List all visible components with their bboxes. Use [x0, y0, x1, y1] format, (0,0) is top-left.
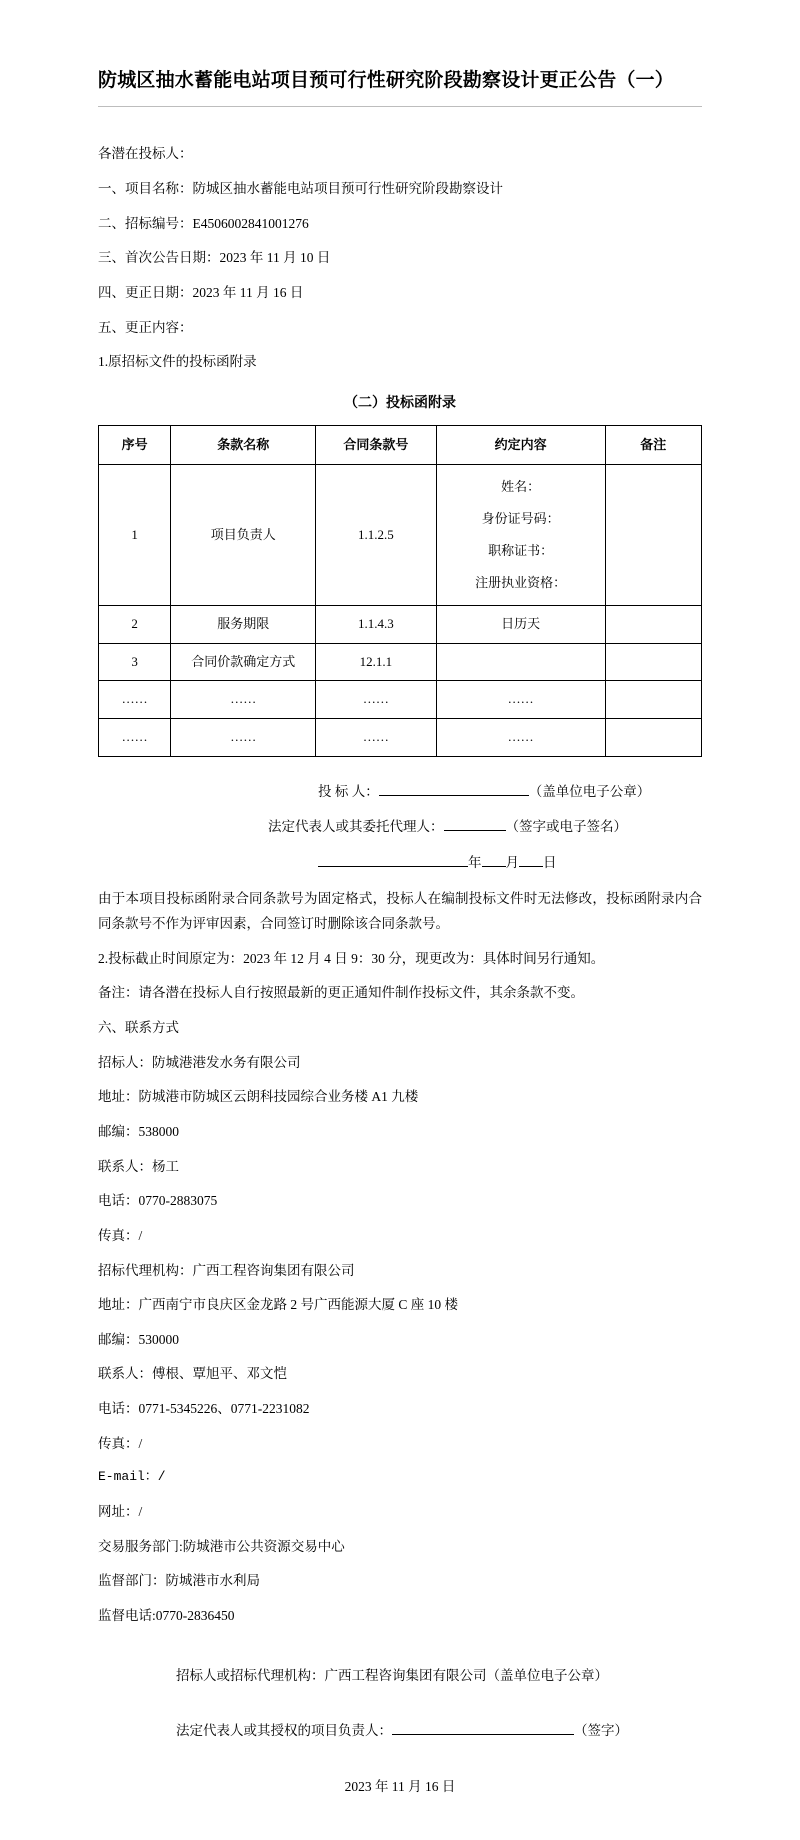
cell-clause-number: 1.1.2.5 [316, 465, 437, 605]
signature-date-line [248, 850, 702, 876]
date-month-label: 月 [505, 854, 519, 870]
notice-item-correction-content: 五、更正内容： [98, 319, 193, 335]
contact-heading: 六、联系方式 [98, 1020, 179, 1036]
remark-paragraph: 备注：请各潜在投标人自行按照最新的更正通知件制作投标文件，其余条款不变。 [98, 985, 584, 1001]
contact-agency-phone: 电话：0771-5345226、0771-2231082 [98, 1401, 310, 1417]
title-divider [98, 106, 702, 107]
contact-tenderee-person: 联系人：杨工 [98, 1158, 179, 1174]
table-row [99, 465, 702, 605]
contact-agency-person: 联系人：傅根、覃旭平、邓文恺 [98, 1366, 287, 1382]
contact-supervision-phone: 监督电话:0770-2836450 [98, 1608, 235, 1624]
table-row [99, 681, 702, 719]
legal-rep-label: 法定代表人或其委托代理人： [268, 819, 444, 835]
notice-item-first-announce-date: 三、首次公告日期：2023 年 11 月 10 日 [98, 250, 331, 266]
cell-remark [605, 681, 702, 719]
footer-signature-block [98, 1663, 702, 1744]
legal-rep-suffix: （签字或电子签名） [505, 819, 627, 835]
cell-clause-number: …… [316, 681, 437, 719]
contact-tenderee-address: 地址：防城港市防城区云朗科技园综合业务楼 A1 九楼 [98, 1089, 419, 1105]
cell-no: …… [99, 681, 171, 719]
note-paragraph: 由于本项目投标函附录合同条款号为固定格式，投标人在编制投标文件时无法修改，投标函附录内合同条款号不作为评审因素，合同签订时删除该合同条款号。 [98, 890, 702, 932]
cell-clause-name: …… [171, 718, 316, 756]
signature-block [98, 779, 702, 876]
date-month-underline [482, 866, 506, 867]
bid-letter-annex-table [98, 425, 702, 756]
column-header-remark: 备注 [605, 426, 702, 465]
contact-agency-website: 网址：/ [98, 1504, 143, 1520]
contact-tenderee-phone: 电话：0770-2883075 [98, 1193, 218, 1209]
footer-agency-line [176, 1663, 702, 1689]
legal-rep-signature-line [248, 814, 702, 840]
cell-agreed-content: …… [436, 681, 605, 719]
contact-tenderee-fax: 传真：/ [98, 1227, 143, 1243]
legal-rep-underline [444, 830, 506, 831]
table-row [99, 718, 702, 756]
notice-item-original-annex: 1.原招标文件的投标函附录 [98, 354, 257, 370]
footer-agency-value: 广西工程咨询集团有限公司（盖单位电子公章） [324, 1667, 608, 1683]
contact-agency: 招标代理机构：广西工程咨询集团有限公司 [98, 1262, 355, 1278]
cell-clause-name: 合同价款确定方式 [171, 643, 316, 681]
notice-item-correction-date: 四、更正日期：2023 年 11 月 16 日 [98, 284, 304, 300]
page-title: 防城区抽水蓄能电站项目预可行性研究阶段勘察设计更正公告（一） [98, 70, 675, 91]
contact-trading-service: 交易服务部门:防城港市公共资源交易中心 [98, 1538, 345, 1554]
contact-agency-address: 地址：广西南宁市良庆区金龙路 2 号广西能源大厦 C 座 10 楼 [98, 1297, 459, 1313]
column-header-clause-number: 合同条款号 [316, 426, 437, 465]
contact-agency-postcode: 邮编：530000 [98, 1331, 179, 1347]
bidder-label: 投 标 人： [318, 783, 379, 799]
cell-remark [605, 643, 702, 681]
cell-remark [605, 605, 702, 643]
date-year-underline [318, 866, 468, 867]
agree-line-registered-qualification: 注册执业资格： [475, 575, 567, 590]
column-header-agreed-content: 约定内容 [436, 426, 605, 465]
cell-no: …… [99, 718, 171, 756]
column-header-no: 序号 [99, 426, 171, 465]
agree-line-title-certificate: 职称证书： [488, 543, 554, 559]
date-day-label: 日 [543, 854, 557, 870]
cell-clause-name: …… [171, 681, 316, 719]
column-header-clause-name: 条款名称 [171, 426, 316, 465]
cell-clause-number: 1.1.4.3 [316, 605, 437, 643]
footer-legal-person-line [176, 1718, 702, 1744]
cell-no: 3 [99, 643, 171, 681]
notice-item-project-name: 一、项目名称：防城区抽水蓄能电站项目预可行性研究阶段勘察设计 [98, 181, 503, 197]
notice-item-bid-number: 二、招标编号：E4506002841001276 [98, 215, 309, 231]
salutation: 各潜在投标人： [98, 146, 193, 162]
contact-tenderee-postcode: 邮编：538000 [98, 1124, 179, 1139]
footer-legal-person-suffix: （签字） [574, 1723, 628, 1739]
contact-tenderee: 招标人：防城港港发水务有限公司 [98, 1054, 301, 1070]
cell-remark [605, 718, 702, 756]
bidder-underline [379, 795, 529, 796]
table-caption: （二）投标函附录 [344, 395, 456, 411]
cell-remark [605, 465, 702, 605]
cell-clause-name: 服务期限 [171, 605, 316, 643]
footer-agency-label: 招标人或招标代理机构： [176, 1667, 325, 1683]
cell-clause-number: 12.1.1 [316, 643, 437, 681]
cell-no: 1 [99, 465, 171, 605]
agree-line-id-number: 身份证号码： [481, 511, 560, 527]
contact-agency-email: E-mail：/ [98, 1469, 166, 1485]
cell-agreed-content [436, 643, 605, 681]
bidder-suffix: （盖单位电子公章） [528, 783, 651, 799]
date-year-label: 年 [468, 854, 482, 870]
deadline-paragraph: 2.投标截止时间原定为：2023 年 12 月 4 日 9：30 分，现更改为：具体时间另行通知。 [98, 950, 605, 966]
date-day-underline [519, 866, 543, 867]
footer-legal-person-label: 法定代表人或其授权的项目负责人： [176, 1723, 392, 1739]
agree-line-name: 姓名： [501, 479, 541, 495]
contact-supervision-dept: 监督部门：防城港市水利局 [98, 1573, 260, 1589]
footer-date: 2023 年 11 月 16 日 [344, 1778, 456, 1794]
bidder-signature-line [248, 779, 702, 805]
cell-clause-name: 项目负责人 [171, 465, 316, 605]
cell-agreed-content: 日历天 [436, 605, 605, 643]
cell-agreed-content: …… [436, 718, 605, 756]
cell-no: 2 [99, 605, 171, 643]
table-row [99, 643, 702, 681]
table-row [99, 605, 702, 643]
table-header-row [99, 426, 702, 465]
cell-agreed-content [436, 465, 605, 605]
contact-agency-fax: 传真：/ [98, 1435, 143, 1451]
cell-clause-number: …… [316, 718, 437, 756]
footer-legal-person-underline [392, 1734, 574, 1735]
